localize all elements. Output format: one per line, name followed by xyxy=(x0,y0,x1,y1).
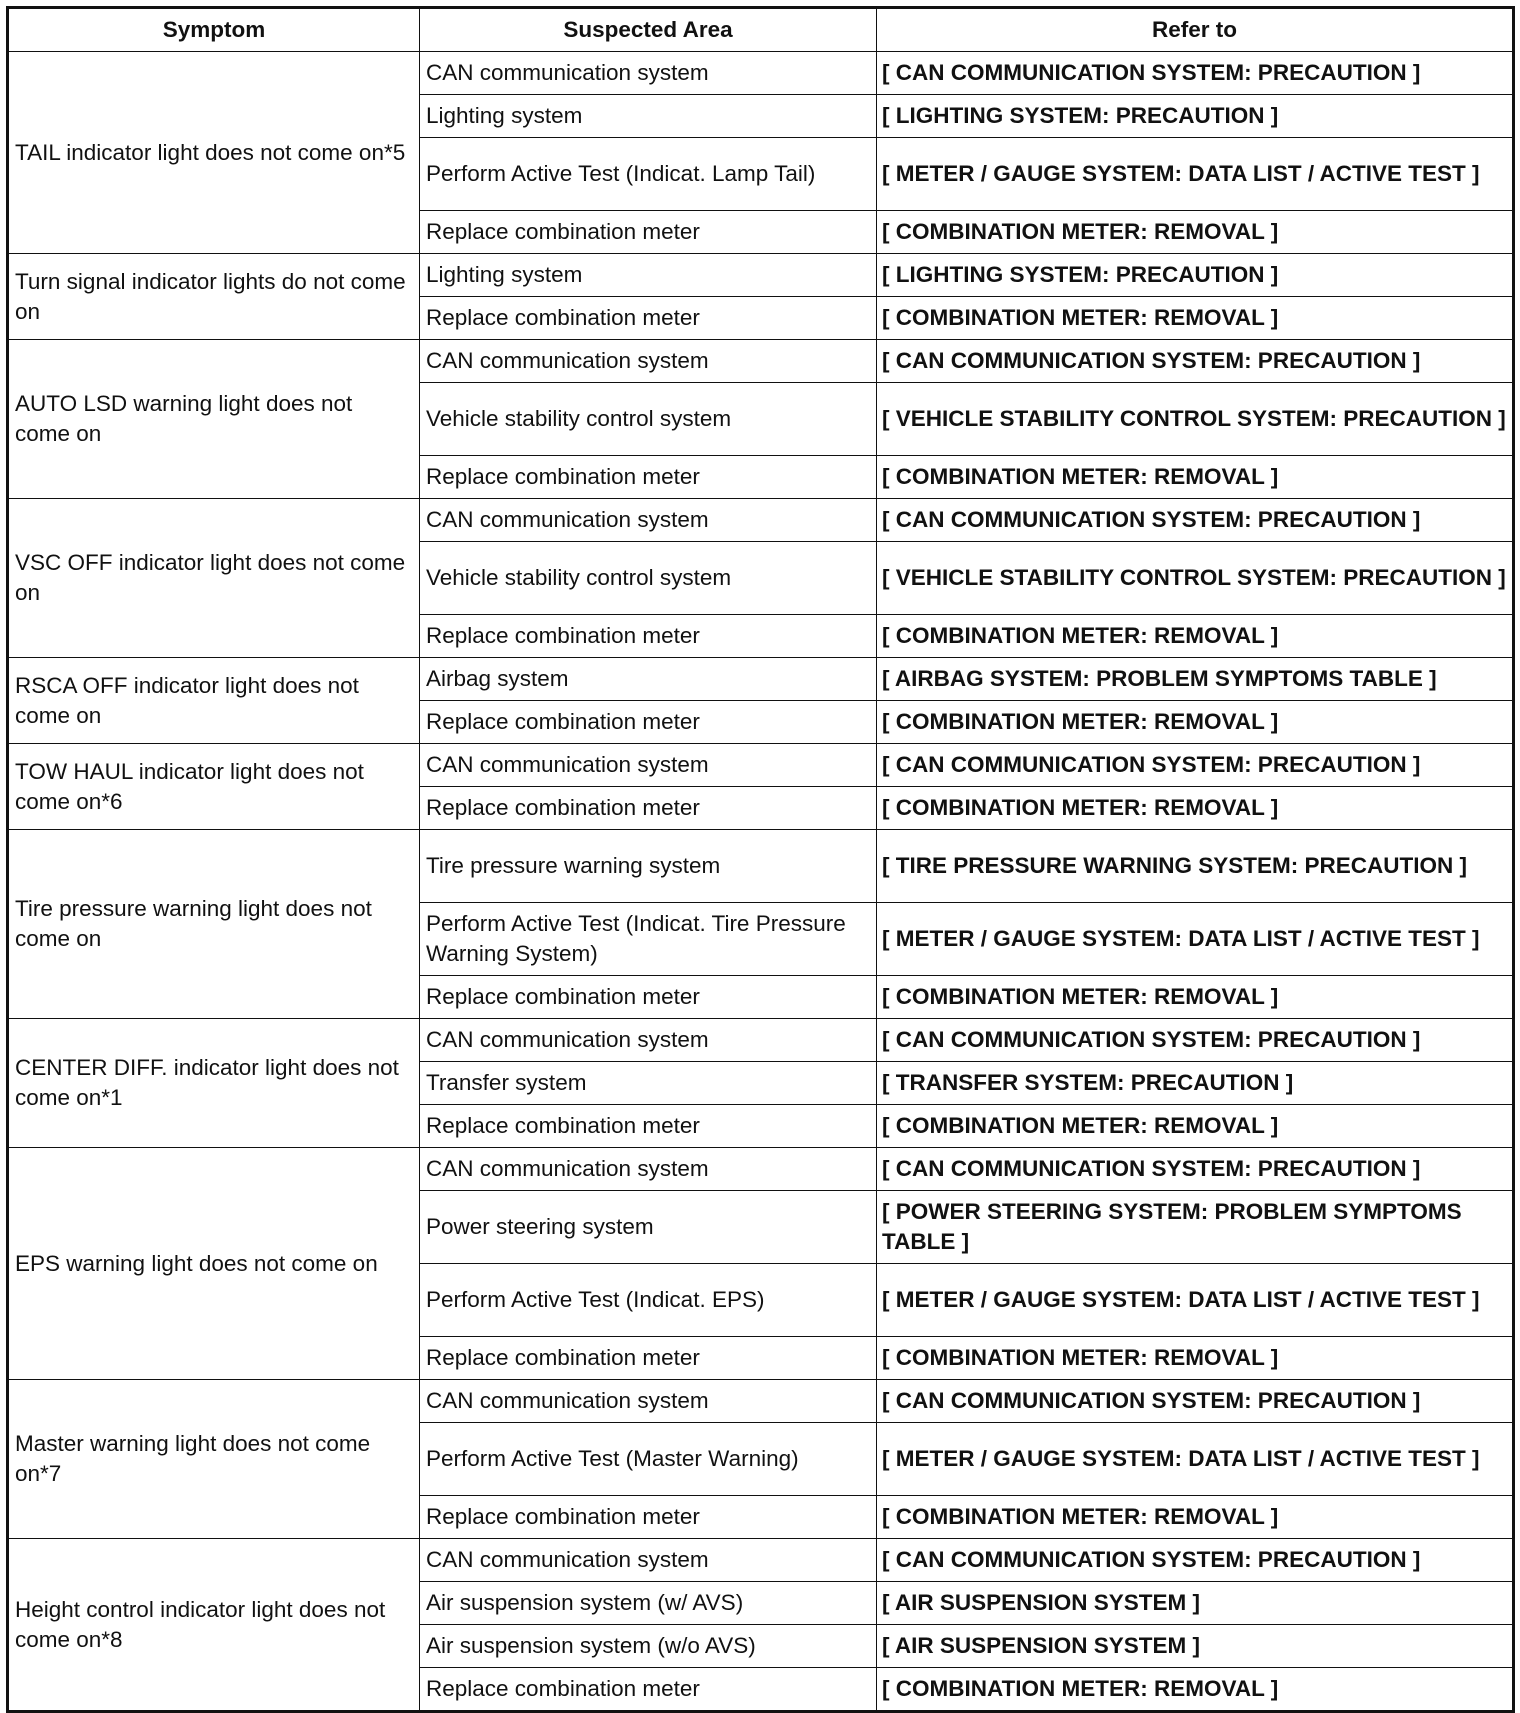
suspected-area-cell: Replace combination meter xyxy=(420,701,877,744)
suspected-area-cell: CAN communication system xyxy=(420,1539,877,1582)
refer-to-link[interactable]: [ CAN COMMUNICATION SYSTEM: PRECAUTION ] xyxy=(877,1539,1514,1582)
symptom-cell: Master warning light does not come on*7 xyxy=(8,1380,420,1539)
suspected-area-cell: Replace combination meter xyxy=(420,787,877,830)
suspected-area-cell: Perform Active Test (Master Warning) xyxy=(420,1423,877,1496)
refer-to-link[interactable]: [ POWER STEERING SYSTEM: PROBLEM SYMPTOMS TABLE ] xyxy=(877,1191,1514,1264)
refer-to-link[interactable]: [ VEHICLE STABILITY CONTROL SYSTEM: PRECAUTION ] xyxy=(877,542,1514,615)
symptom-cell: Height control indicator light does not come on*8 xyxy=(8,1539,420,1712)
refer-to-link[interactable]: [ AIR SUSPENSION SYSTEM ] xyxy=(877,1625,1514,1668)
refer-to-link[interactable]: [ AIR SUSPENSION SYSTEM ] xyxy=(877,1582,1514,1625)
refer-to-link[interactable]: [ METER / GAUGE SYSTEM: DATA LIST / ACTIVE TEST ] xyxy=(877,1423,1514,1496)
symptom-cell: RSCA OFF indicator light does not come on xyxy=(8,658,420,744)
suspected-area-cell: Power steering system xyxy=(420,1191,877,1264)
symptom-cell: Tire pressure warning light does not come on xyxy=(8,830,420,1019)
suspected-area-cell: Replace combination meter xyxy=(420,211,877,254)
symptom-cell: Turn signal indicator lights do not come on xyxy=(8,254,420,340)
suspected-area-cell: Replace combination meter xyxy=(420,615,877,658)
refer-to-link[interactable]: [ METER / GAUGE SYSTEM: DATA LIST / ACTIVE TEST ] xyxy=(877,1264,1514,1337)
table-row xyxy=(8,340,1514,383)
document-page xyxy=(6,6,1515,1713)
refer-to-link[interactable]: [ METER / GAUGE SYSTEM: DATA LIST / ACTIVE TEST ] xyxy=(877,903,1514,976)
suspected-area-cell: Air suspension system (w/ AVS) xyxy=(420,1582,877,1625)
refer-to-link[interactable]: [ COMBINATION METER: REMOVAL ] xyxy=(877,456,1514,499)
suspected-area-cell: CAN communication system xyxy=(420,1019,877,1062)
suspected-area-cell: Perform Active Test (Indicat. Tire Pressure Warning System) xyxy=(420,903,877,976)
suspected-area-cell: CAN communication system xyxy=(420,1380,877,1423)
table-row xyxy=(8,499,1514,542)
refer-to-link[interactable]: [ CAN COMMUNICATION SYSTEM: PRECAUTION ] xyxy=(877,499,1514,542)
suspected-area-cell: Transfer system xyxy=(420,1062,877,1105)
symptom-cell: VSC OFF indicator light does not come on xyxy=(8,499,420,658)
symptom-cell: CENTER DIFF. indicator light does not come on*1 xyxy=(8,1019,420,1148)
suspected-area-cell: Perform Active Test (Indicat. Lamp Tail) xyxy=(420,138,877,211)
refer-to-link[interactable]: [ TIRE PRESSURE WARNING SYSTEM: PRECAUTION ] xyxy=(877,830,1514,903)
refer-to-link[interactable]: [ CAN COMMUNICATION SYSTEM: PRECAUTION ] xyxy=(877,1148,1514,1191)
refer-to-link[interactable]: [ COMBINATION METER: REMOVAL ] xyxy=(877,701,1514,744)
suspected-area-cell: CAN communication system xyxy=(420,744,877,787)
refer-to-link[interactable]: [ CAN COMMUNICATION SYSTEM: PRECAUTION ] xyxy=(877,1019,1514,1062)
suspected-area-cell: CAN communication system xyxy=(420,340,877,383)
table-row xyxy=(8,1539,1514,1582)
suspected-area-cell: Replace combination meter xyxy=(420,1668,877,1712)
suspected-area-cell: Vehicle stability control system xyxy=(420,542,877,615)
suspected-area-cell: Lighting system xyxy=(420,254,877,297)
table-body xyxy=(8,52,1514,1712)
table-row xyxy=(8,1148,1514,1191)
refer-to-link[interactable]: [ COMBINATION METER: REMOVAL ] xyxy=(877,976,1514,1019)
refer-to-link[interactable]: [ CAN COMMUNICATION SYSTEM: PRECAUTION ] xyxy=(877,340,1514,383)
suspected-area-cell: Vehicle stability control system xyxy=(420,383,877,456)
refer-to-link[interactable]: [ CAN COMMUNICATION SYSTEM: PRECAUTION ] xyxy=(877,52,1514,95)
refer-to-link[interactable]: [ TRANSFER SYSTEM: PRECAUTION ] xyxy=(877,1062,1514,1105)
symptom-cell: EPS warning light does not come on xyxy=(8,1148,420,1380)
header-suspected-area: Suspected Area xyxy=(420,8,877,52)
suspected-area-cell: Replace combination meter xyxy=(420,1337,877,1380)
suspected-area-cell: Perform Active Test (Indicat. EPS) xyxy=(420,1264,877,1337)
suspected-area-cell: Replace combination meter xyxy=(420,976,877,1019)
refer-to-link[interactable]: [ CAN COMMUNICATION SYSTEM: PRECAUTION ] xyxy=(877,744,1514,787)
suspected-area-cell: CAN communication system xyxy=(420,52,877,95)
refer-to-link[interactable]: [ COMBINATION METER: REMOVAL ] xyxy=(877,1668,1514,1712)
suspected-area-cell: Airbag system xyxy=(420,658,877,701)
table-row xyxy=(8,658,1514,701)
suspected-area-cell: Tire pressure warning system xyxy=(420,830,877,903)
refer-to-link[interactable]: [ LIGHTING SYSTEM: PRECAUTION ] xyxy=(877,254,1514,297)
header-symptom: Symptom xyxy=(8,8,420,52)
header-refer-to: Refer to xyxy=(877,8,1514,52)
symptom-cell: TOW HAUL indicator light does not come on*6 xyxy=(8,744,420,830)
refer-to-link[interactable]: [ CAN COMMUNICATION SYSTEM: PRECAUTION ] xyxy=(877,1380,1514,1423)
refer-to-link[interactable]: [ COMBINATION METER: REMOVAL ] xyxy=(877,787,1514,830)
table-row xyxy=(8,830,1514,903)
refer-to-link[interactable]: [ METER / GAUGE SYSTEM: DATA LIST / ACTIVE TEST ] xyxy=(877,138,1514,211)
suspected-area-cell: CAN communication system xyxy=(420,1148,877,1191)
table-row xyxy=(8,52,1514,95)
suspected-area-cell: Air suspension system (w/o AVS) xyxy=(420,1625,877,1668)
refer-to-link[interactable]: [ COMBINATION METER: REMOVAL ] xyxy=(877,1105,1514,1148)
refer-to-link[interactable]: [ AIRBAG SYSTEM: PROBLEM SYMPTOMS TABLE ] xyxy=(877,658,1514,701)
table-header-row xyxy=(8,8,1514,52)
suspected-area-cell: Replace combination meter xyxy=(420,456,877,499)
suspected-area-cell: Replace combination meter xyxy=(420,297,877,340)
refer-to-link[interactable]: [ VEHICLE STABILITY CONTROL SYSTEM: PRECAUTION ] xyxy=(877,383,1514,456)
refer-to-link[interactable]: [ COMBINATION METER: REMOVAL ] xyxy=(877,1337,1514,1380)
table-row xyxy=(8,744,1514,787)
symptom-cell: AUTO LSD warning light does not come on xyxy=(8,340,420,499)
table-row xyxy=(8,254,1514,297)
table-row xyxy=(8,1019,1514,1062)
suspected-area-cell: CAN communication system xyxy=(420,499,877,542)
refer-to-link[interactable]: [ COMBINATION METER: REMOVAL ] xyxy=(877,1496,1514,1539)
suspected-area-cell: Replace combination meter xyxy=(420,1105,877,1148)
refer-to-link[interactable]: [ COMBINATION METER: REMOVAL ] xyxy=(877,297,1514,340)
refer-to-link[interactable]: [ LIGHTING SYSTEM: PRECAUTION ] xyxy=(877,95,1514,138)
problem-symptoms-table xyxy=(6,6,1515,1713)
symptom-cell: TAIL indicator light does not come on*5 xyxy=(8,52,420,254)
table-row xyxy=(8,1380,1514,1423)
suspected-area-cell: Replace combination meter xyxy=(420,1496,877,1539)
refer-to-link[interactable]: [ COMBINATION METER: REMOVAL ] xyxy=(877,211,1514,254)
refer-to-link[interactable]: [ COMBINATION METER: REMOVAL ] xyxy=(877,615,1514,658)
suspected-area-cell: Lighting system xyxy=(420,95,877,138)
